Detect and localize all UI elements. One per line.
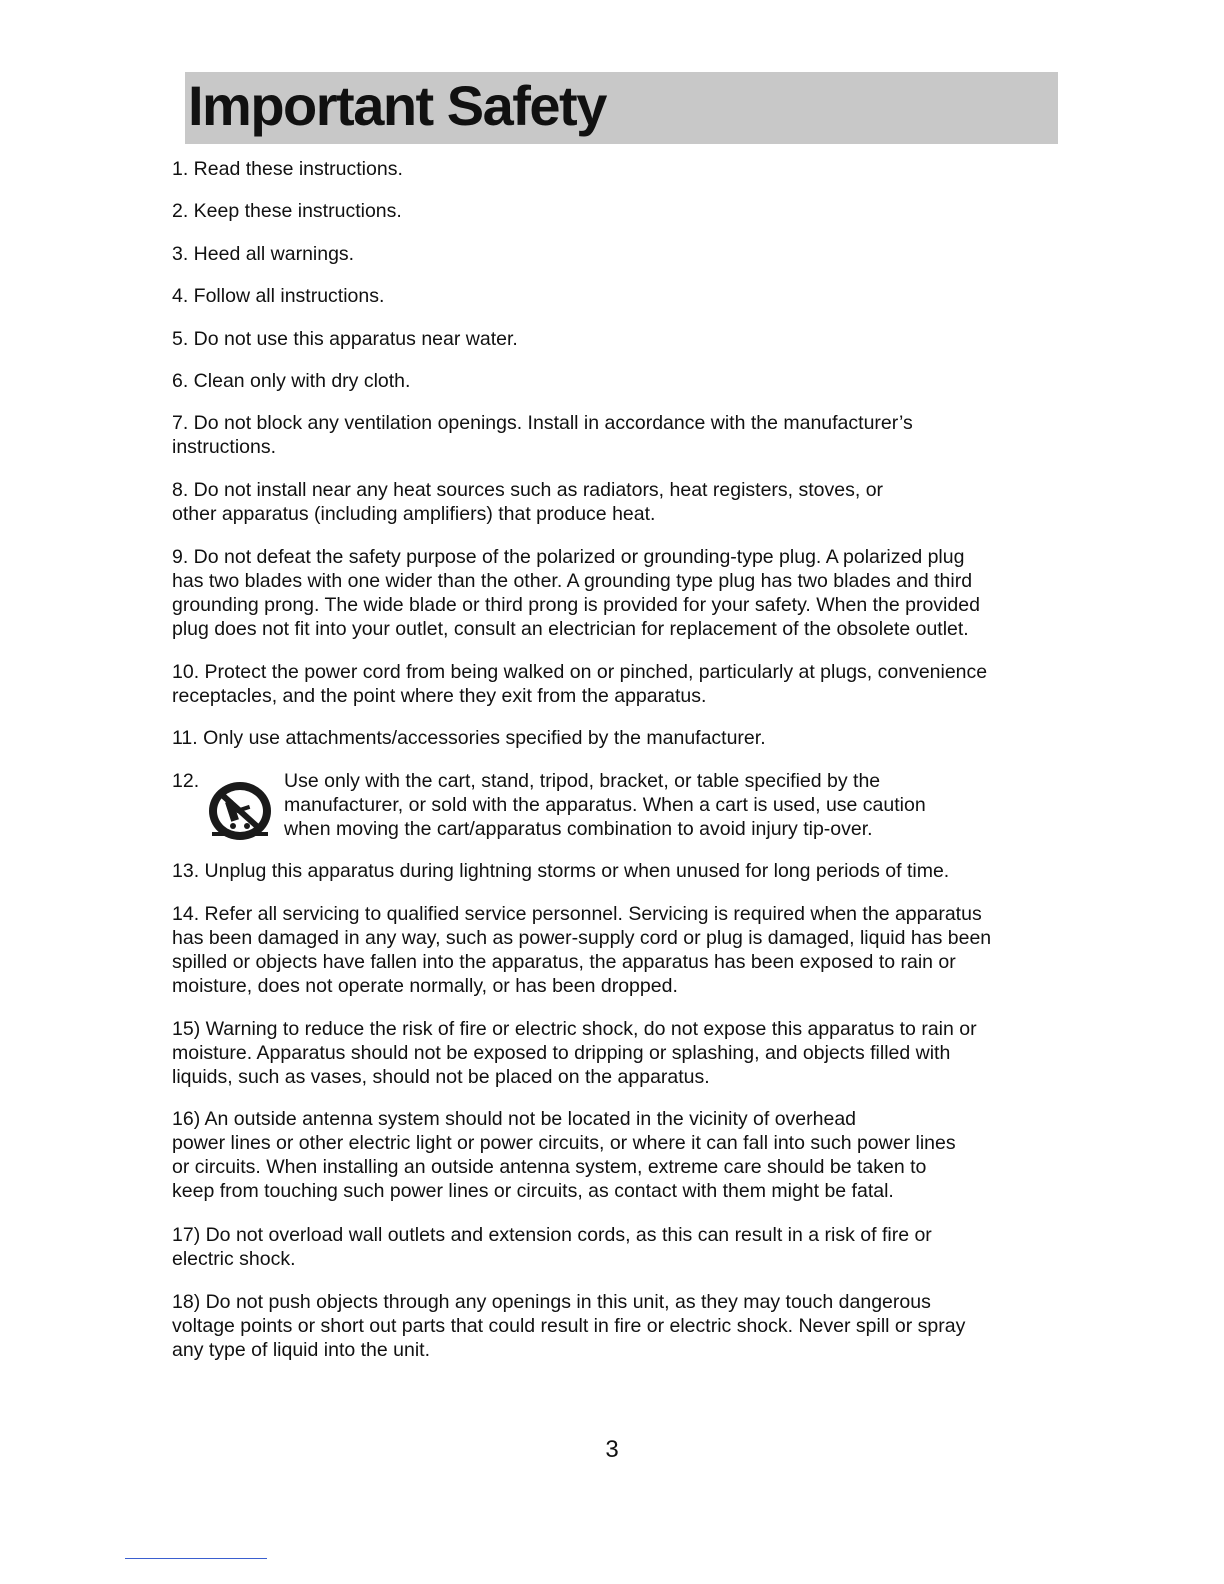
item-line: power lines or other electric light or power circuits, or where it can fall into such power lines: [172, 1132, 956, 1154]
safety-item-9: [172, 545, 1072, 641]
safety-item-5: [172, 327, 1072, 351]
safety-item-4: [172, 284, 1072, 308]
item-line: 2. Keep these instructions.: [172, 200, 402, 222]
item-line: receptacles, and the point where they exit from the apparatus.: [172, 685, 707, 707]
page-number: 3: [605, 1436, 619, 1463]
safety-item-12: [172, 769, 1072, 845]
safety-item-14: [172, 902, 1072, 998]
safety-item-6: [172, 369, 1072, 393]
item-line: 6. Clean only with dry cloth.: [172, 370, 411, 392]
item-line: plug does not fit into your outlet, consult an electrician for replacement of the obsolete outlet.: [172, 618, 969, 640]
safety-item-11: [172, 726, 1072, 750]
item-line: other apparatus (including amplifiers) that produce heat.: [172, 503, 656, 525]
item-line: 17) Do not overload wall outlets and extension cords, as this can result in a risk of fire or: [172, 1224, 932, 1246]
title-bar: [185, 72, 1058, 144]
item-line: 13. Unplug this apparatus during lightning storms or when unused for long periods of time.: [172, 860, 950, 882]
item-line: 1. Read these instructions.: [172, 158, 403, 180]
item-line: 5. Do not use this apparatus near water.: [172, 328, 518, 350]
safety-item-15: [172, 1017, 1072, 1089]
item-line: 8. Do not install near any heat sources such as radiators, heat registers, stoves, or: [172, 479, 884, 501]
item-line: 7. Do not block any ventilation openings. Install in accordance with the manufacturer’s: [172, 412, 913, 434]
footer-rule: [125, 1558, 267, 1559]
item-line: Use only with the cart, stand, tripod, bracket, or table specified by the: [284, 770, 881, 792]
item-line: 15) Warning to reduce the risk of fire or electric shock, do not expose this apparatus to rain or: [172, 1018, 977, 1040]
item-line: moisture, does not operate normally, or has been dropped.: [172, 975, 678, 997]
item-line: 16) An outside antenna system should not be located in the vicinity of overhead: [172, 1108, 857, 1130]
item-number: 12.: [172, 770, 200, 792]
item-line: electric shock.: [172, 1248, 296, 1270]
item-line: voltage points or short out parts that could result in fire or electric shock. Never spill or spray: [172, 1315, 966, 1337]
item-line: or circuits. When installing an outside antenna system, extreme care should be taken to: [172, 1156, 927, 1178]
item-line: 9. Do not defeat the safety purpose of the polarized or grounding-type plug. A polarized plug: [172, 546, 965, 568]
page-title: Important Safety: [188, 74, 606, 137]
item-line: spilled or objects have fallen into the apparatus, the apparatus has been exposed to rain or: [172, 951, 956, 973]
safety-item-3: [172, 242, 1072, 266]
item-line: any type of liquid into the unit.: [172, 1339, 431, 1361]
safety-item-17: [172, 1223, 1072, 1271]
safety-item-1: [172, 157, 1072, 181]
safety-item-2: [172, 199, 1072, 223]
item-line: 14. Refer all servicing to qualified service personnel. Servicing is required when the apparatus: [172, 903, 982, 925]
item-line: 10. Protect the power cord from being walked on or pinched, particularly at plugs, convenience: [172, 661, 988, 683]
safety-item-7: [172, 411, 1072, 459]
item-line: 18) Do not push objects through any openings in this unit, as they may touch dangerous: [172, 1291, 931, 1313]
item-line: manufacturer, or sold with the apparatus. When a cart is used, use caution: [284, 794, 926, 816]
safety-item-13: [172, 859, 1072, 883]
item-line: when moving the cart/apparatus combination to avoid injury tip-over.: [284, 818, 873, 840]
item-12-text: [284, 769, 926, 841]
item-line: has two blades with one wider than the other. A grounding type plug has two blades and third: [172, 570, 973, 592]
cart-tipover-warning-icon: [206, 777, 274, 845]
safety-item-10: [172, 660, 1072, 708]
safety-item-8: [172, 478, 1072, 526]
item-line: liquids, such as vases, should not be placed on the apparatus.: [172, 1066, 710, 1088]
item-line: 3. Heed all warnings.: [172, 243, 355, 265]
item-line: 4. Follow all instructions.: [172, 285, 385, 307]
item-line: instructions.: [172, 436, 277, 458]
item-line: has been damaged in any way, such as power-supply cord or plug is damaged, liquid has been: [172, 927, 992, 949]
safety-item-16: [172, 1107, 1072, 1203]
item-line: grounding prong. The wide blade or third prong is provided for your safety. When the provided: [172, 594, 980, 616]
item-line: 11. Only use attachments/accessories specified by the manufacturer.: [172, 727, 766, 749]
item-line: moisture. Apparatus should not be exposed to dripping or splashing, and objects filled with: [172, 1042, 951, 1064]
safety-item-18: [172, 1290, 1072, 1362]
item-line: keep from touching such power lines or circuits, as contact with them might be fatal.: [172, 1180, 894, 1202]
